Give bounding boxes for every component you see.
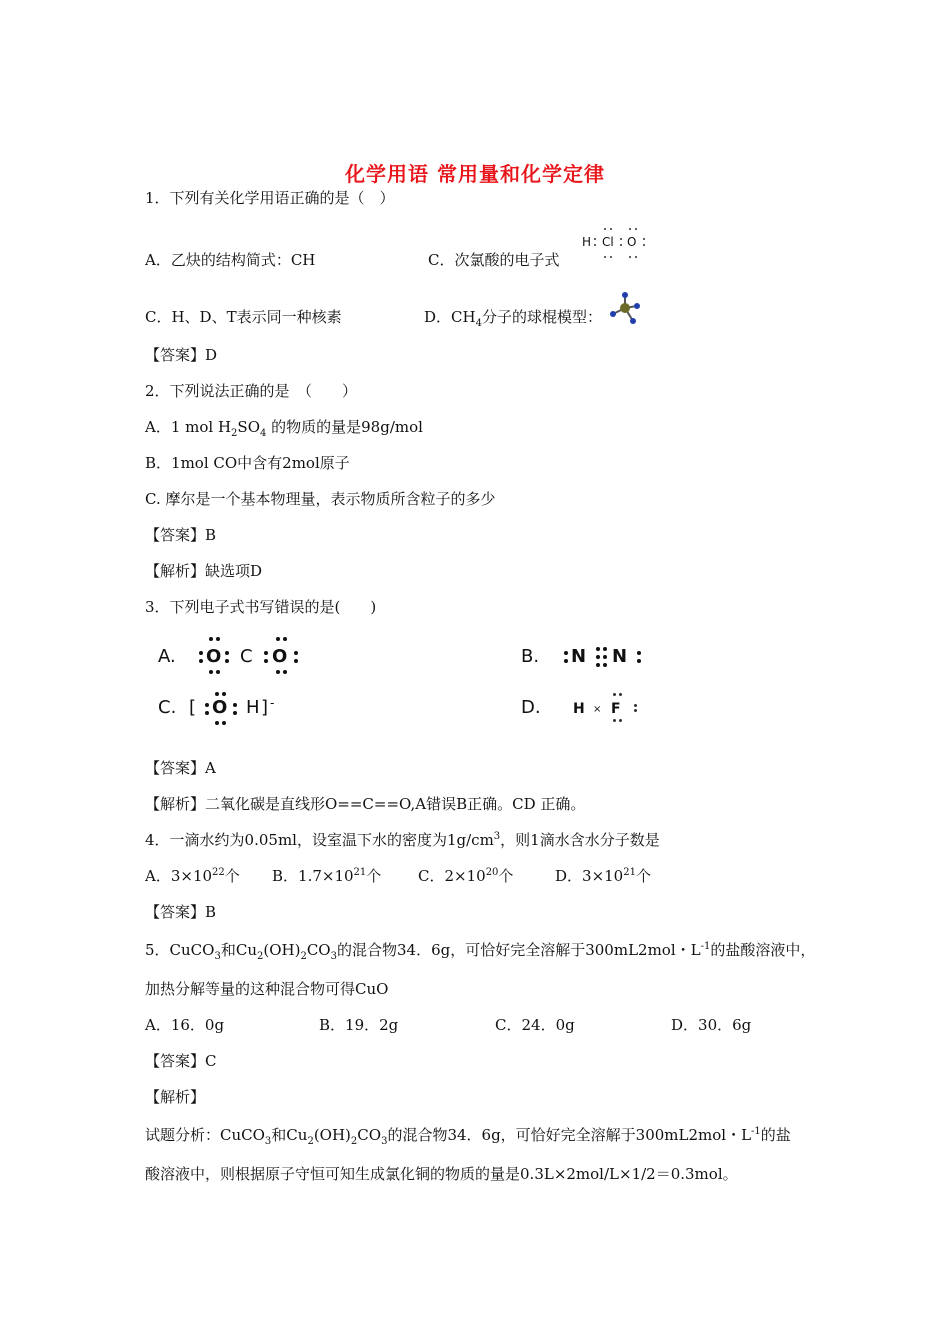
dot	[205, 703, 209, 707]
q3-answer: 【答案】A	[145, 759, 216, 777]
q1-answer: 【答案】D	[145, 346, 218, 364]
dot	[637, 659, 641, 663]
dot	[604, 256, 606, 258]
dot	[222, 721, 226, 725]
q5-option-d: D．30．6g	[671, 1016, 752, 1034]
q4-option-d: D．$3\times 10^{21}$个	[555, 867, 651, 885]
q5-explanation-line2: 酸溶液中，则根据原子守恒可知生成氯化铜的物质的量是0.3L×2mol/L×1/2＝0.3mol。	[145, 1165, 738, 1183]
q4-answer: 【答案】B	[145, 903, 217, 921]
dot	[596, 647, 600, 651]
q5-option-c: C．24．0g	[495, 1016, 575, 1034]
q4-option-c: C．$2\times 10^{20}$个	[418, 867, 514, 885]
q2-option-c: C. 摩尔是一个基本物理量，表示物质所含粒子的多少	[145, 490, 496, 508]
q3-label-a: A.	[158, 646, 176, 667]
q1-option-a: A．乙炔的结构简式：CH	[145, 251, 316, 269]
right-bracket: ]	[261, 697, 269, 718]
q3-label-b: B.	[521, 646, 540, 667]
dot	[294, 659, 298, 663]
hocl-o: O	[627, 235, 637, 249]
dot	[610, 228, 612, 230]
dot	[594, 238, 596, 240]
dot	[233, 703, 237, 707]
dot	[634, 709, 637, 712]
q1-option-d: D．$CH_4$分子的球棍模型：	[424, 308, 602, 329]
atom-n: N	[571, 646, 587, 667]
q4-option-b: B．$1.7\times 10^{21}$个	[272, 867, 382, 885]
dot	[613, 719, 616, 722]
q5-stem-line2: 加热分解等量的这种混合物可得CuO	[145, 980, 389, 998]
hocl-cl: Cl	[602, 235, 614, 249]
atom-n: N	[612, 646, 628, 667]
dot	[603, 647, 607, 651]
dot	[294, 651, 298, 655]
dot	[604, 228, 606, 230]
dot	[199, 659, 203, 663]
dot	[205, 711, 209, 715]
q2-option-b: B．1mol CO中含有2mol原子	[145, 454, 350, 472]
dot	[610, 256, 612, 258]
atom-o: O	[212, 697, 228, 718]
dot	[233, 711, 237, 715]
hocl-electron-formula	[582, 222, 662, 266]
dot	[199, 651, 203, 655]
dot	[276, 637, 280, 641]
atom-o: O	[206, 646, 222, 667]
dot	[283, 670, 287, 674]
dot	[564, 651, 568, 655]
dot	[215, 692, 219, 696]
q2-option-a: A．1 mol $H_2SO_4$ 的物质的量是98g/mol	[145, 418, 423, 439]
dot	[643, 244, 645, 246]
dot	[643, 238, 645, 240]
q1-stem: 1．下列有关化学用语正确的是（ ）	[145, 189, 395, 207]
dot	[216, 670, 220, 674]
dot	[564, 659, 568, 663]
page-title: 化学用语 常用量和化学定律	[345, 162, 605, 186]
dot	[613, 693, 616, 696]
dot	[216, 637, 220, 641]
dot	[635, 228, 637, 230]
q5-stem-line1: 5．CuCO$_3$和$Cu_2(OH)_2CO_3$的混合物34．6g，可恰好完全溶解于300mL2mol・$L^{-1}$的盐酸溶液中，	[145, 941, 816, 962]
dot	[635, 256, 637, 258]
q3-label-c: C.	[158, 697, 177, 718]
dot	[620, 238, 622, 240]
atom-h: H	[246, 697, 260, 718]
dot	[222, 692, 226, 696]
dot	[620, 244, 622, 246]
left-bracket: [	[189, 697, 197, 718]
atom-f: F	[611, 701, 621, 717]
q3-label-d: D.	[521, 697, 541, 718]
dot	[596, 663, 600, 667]
q5-option-a: A．16．0g	[145, 1016, 225, 1034]
dot	[225, 659, 229, 663]
dot	[594, 244, 596, 246]
dot	[619, 693, 622, 696]
dot	[209, 670, 213, 674]
dot	[215, 721, 219, 725]
dot	[264, 651, 268, 655]
dot	[603, 655, 607, 659]
dot	[596, 655, 600, 659]
hocl-h: H	[582, 235, 592, 249]
dot	[629, 228, 631, 230]
q5-analysis-label: 【解析】	[145, 1088, 206, 1106]
atom-c: C	[240, 646, 253, 667]
dot	[209, 637, 213, 641]
q5-answer: 【答案】C	[145, 1052, 217, 1070]
dot	[629, 256, 631, 258]
q2-answer: 【答案】B	[145, 526, 217, 544]
dot	[619, 719, 622, 722]
dot	[225, 651, 229, 655]
q4-stem: 4．一滴水约为0.05ml，设室温下水的密度为$1g/cm^3$，则1滴水含水分子数是	[145, 831, 660, 849]
q2-analysis: 【解析】缺选项D	[145, 562, 263, 580]
q2-stem: 2．下列说法正确的是 （ ）	[145, 382, 358, 400]
dot	[276, 670, 280, 674]
q5-explanation-line1: 试题分析：CuCO$_3$和$Cu_2(OH)_2CO_3$的混合物34．6g，可恰好完全溶解于300mL2mol・$L^{-1}$的盐	[145, 1126, 791, 1147]
q1-option-b: C．次氯酸的电子式	[428, 251, 560, 269]
q5-option-b: B．19．2g	[319, 1016, 399, 1034]
atom-o: O	[272, 646, 288, 667]
q4-option-a: A．$3\times 10^{22}$个	[145, 867, 240, 885]
q1-option-c: C．H、D、T表示同一种核素	[145, 308, 342, 326]
cross-electron-icon: ×	[593, 704, 602, 715]
charge-minus: -	[270, 696, 275, 711]
atom-h: H	[573, 701, 585, 717]
dot	[264, 659, 268, 663]
q3-analysis: 【解析】二氧化碳是直线形O==C==O,A错误B正确。CD 正确。	[145, 795, 586, 813]
ch4-ball-stick-model	[605, 292, 645, 326]
dot	[637, 651, 641, 655]
dot	[634, 704, 637, 707]
q3-stem: 3．下列电子式书写错误的是( )	[145, 598, 377, 616]
dot	[603, 663, 607, 667]
dot	[283, 637, 287, 641]
